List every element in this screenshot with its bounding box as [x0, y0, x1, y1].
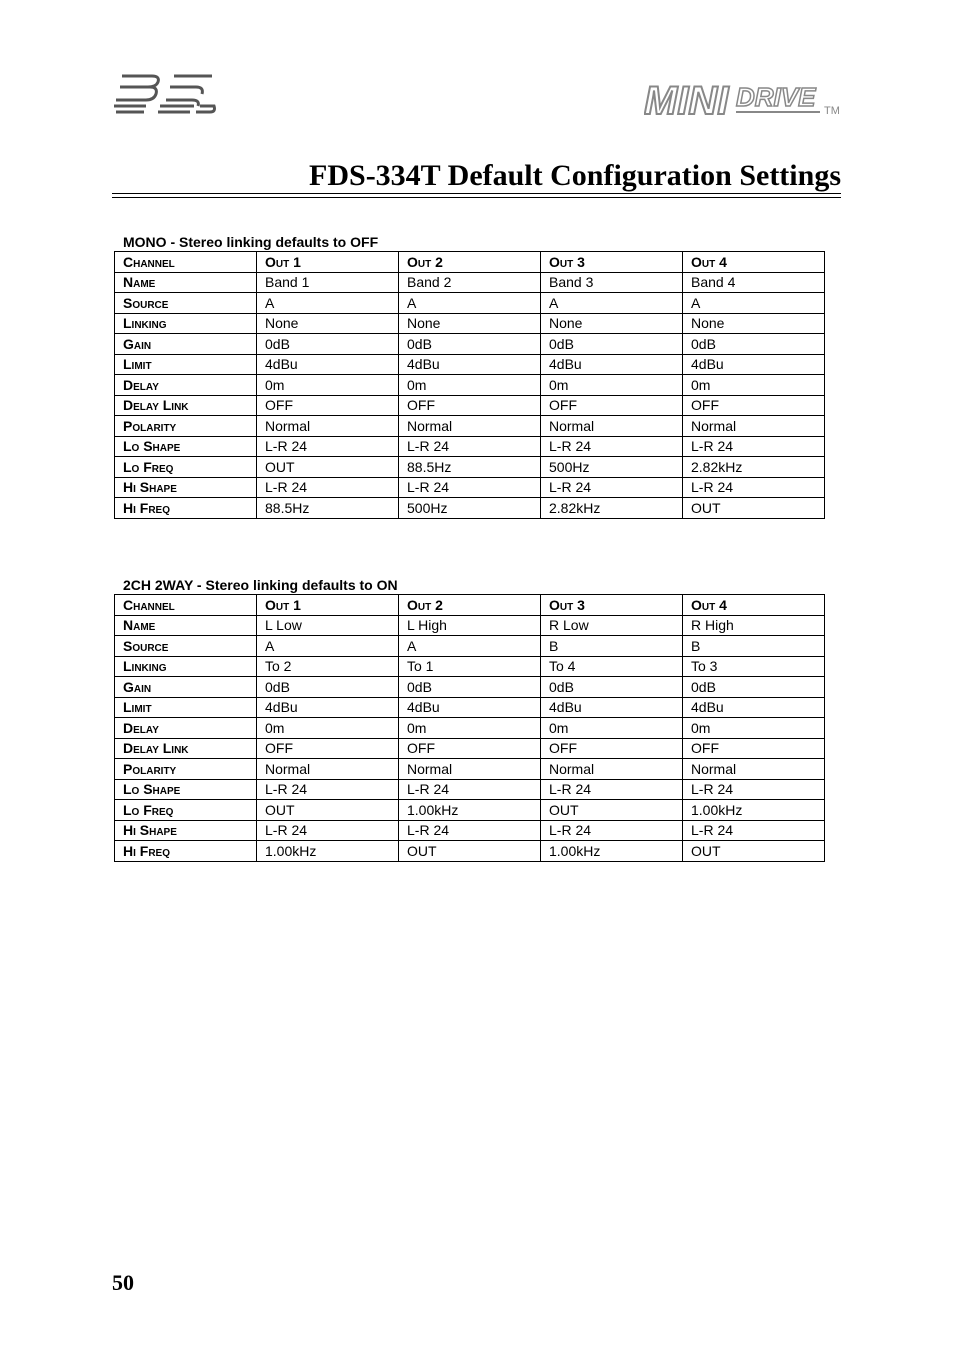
- row-label: Polarity: [115, 759, 257, 780]
- table-row: [115, 395, 825, 416]
- table-cell: Band 2: [399, 272, 541, 293]
- table-cell: Band 1: [257, 272, 399, 293]
- table-cell: 0m: [541, 718, 683, 739]
- minidrive-logo: [644, 76, 844, 120]
- row-label: Name: [115, 272, 257, 293]
- row-label: Limit: [115, 697, 257, 718]
- table-cell: 0m: [257, 718, 399, 739]
- table-cell: B: [541, 636, 683, 657]
- row-label: Lo Freq: [115, 457, 257, 478]
- table-cell: 4dBu: [399, 697, 541, 718]
- table-cell: L-R 24: [683, 436, 825, 457]
- table-row: [115, 293, 825, 314]
- row-label: Source: [115, 636, 257, 657]
- table-cell: To 1: [399, 656, 541, 677]
- table-row: [115, 313, 825, 334]
- table-cell: Normal: [257, 416, 399, 437]
- row-label: Limit: [115, 354, 257, 375]
- table-row: [115, 436, 825, 457]
- table-row: [115, 656, 825, 677]
- table-cell: None: [683, 313, 825, 334]
- table-cell: 4dBu: [541, 697, 683, 718]
- table-header-row: [115, 252, 825, 273]
- table-cell: OFF: [399, 738, 541, 759]
- table-cell: A: [257, 293, 399, 314]
- table-cell: None: [541, 313, 683, 334]
- column-header: Out 3: [541, 252, 683, 273]
- table-cell: 0dB: [257, 677, 399, 698]
- table-row: [115, 498, 825, 519]
- row-label: Linking: [115, 656, 257, 677]
- table-cell: L-R 24: [399, 820, 541, 841]
- table-cell: OFF: [541, 395, 683, 416]
- column-header: Out 3: [541, 595, 683, 616]
- table-row: [115, 615, 825, 636]
- table-cell: 1.00kHz: [683, 800, 825, 821]
- table-cell: L-R 24: [399, 436, 541, 457]
- table-cell: 0m: [541, 375, 683, 396]
- table-cell: None: [399, 313, 541, 334]
- table-cell: 0m: [399, 375, 541, 396]
- column-header: Channel: [115, 595, 257, 616]
- table-cell: L-R 24: [257, 477, 399, 498]
- table-cell: To 3: [683, 656, 825, 677]
- table-row: [115, 416, 825, 437]
- table-cell: Normal: [683, 759, 825, 780]
- table-cell: OUT: [399, 841, 541, 862]
- table-row: [115, 759, 825, 780]
- column-header: Channel: [115, 252, 257, 273]
- table-cell: L-R 24: [257, 436, 399, 457]
- table-cell: L-R 24: [683, 820, 825, 841]
- table-cell: L-R 24: [541, 436, 683, 457]
- table-cell: 4dBu: [257, 697, 399, 718]
- table-cell: L Low: [257, 615, 399, 636]
- row-label: Lo Freq: [115, 800, 257, 821]
- title-rule-bottom: [112, 197, 841, 198]
- table-cell: 0dB: [399, 677, 541, 698]
- table-cell: Band 3: [541, 272, 683, 293]
- table-cell: L-R 24: [399, 779, 541, 800]
- mono-config-table: [114, 251, 825, 519]
- column-header: Out 1: [257, 595, 399, 616]
- table-row: [115, 677, 825, 698]
- row-label: Delay: [115, 718, 257, 739]
- table-cell: 88.5Hz: [399, 457, 541, 478]
- table-row: [115, 697, 825, 718]
- table-cell: OUT: [683, 841, 825, 862]
- row-label: Delay: [115, 375, 257, 396]
- table-cell: L-R 24: [541, 820, 683, 841]
- table-cell: R High: [683, 615, 825, 636]
- row-label: Hi Shape: [115, 820, 257, 841]
- row-label: Linking: [115, 313, 257, 334]
- table-cell: OUT: [541, 800, 683, 821]
- table-cell: OUT: [257, 457, 399, 478]
- table-cell: 2.82kHz: [541, 498, 683, 519]
- table-cell: OFF: [257, 738, 399, 759]
- row-label: Name: [115, 615, 257, 636]
- row-label: Source: [115, 293, 257, 314]
- table-cell: Normal: [683, 416, 825, 437]
- bss-logo: [112, 68, 216, 116]
- table-cell: 0dB: [541, 677, 683, 698]
- table-cell: 0dB: [541, 334, 683, 355]
- table-cell: 4dBu: [257, 354, 399, 375]
- page-number: 50: [112, 1270, 134, 1295]
- row-label: Polarity: [115, 416, 257, 437]
- table-cell: 0m: [683, 718, 825, 739]
- table-cell: OFF: [399, 395, 541, 416]
- table-cell: 4dBu: [683, 697, 825, 718]
- table-cell: L-R 24: [257, 779, 399, 800]
- table-row: [115, 841, 825, 862]
- table-cell: L-R 24: [683, 779, 825, 800]
- table-cell: 0dB: [399, 334, 541, 355]
- row-label: Delay Link: [115, 395, 257, 416]
- table-cell: Normal: [399, 759, 541, 780]
- table-cell: OUT: [683, 498, 825, 519]
- table-cell: L-R 24: [541, 477, 683, 498]
- table-cell: 0m: [683, 375, 825, 396]
- table-row: [115, 272, 825, 293]
- table-header-row: [115, 595, 825, 616]
- table-row: [115, 738, 825, 759]
- mono-table-caption: MONO - Stereo linking defaults to OFF: [123, 234, 379, 250]
- table-row: [115, 375, 825, 396]
- table-row: [115, 800, 825, 821]
- table-cell: A: [541, 293, 683, 314]
- table-cell: OUT: [257, 800, 399, 821]
- table-cell: 500Hz: [541, 457, 683, 478]
- logo-mini-text: MINI: [644, 79, 729, 120]
- table-cell: 1.00kHz: [541, 841, 683, 862]
- table-cell: 1.00kHz: [399, 800, 541, 821]
- table-cell: To 2: [257, 656, 399, 677]
- page-title: FDS-334T Default Configuration Settings: [309, 159, 841, 192]
- table-cell: 4dBu: [399, 354, 541, 375]
- table-cell: Normal: [541, 416, 683, 437]
- table-cell: 4dBu: [541, 354, 683, 375]
- table-cell: L High: [399, 615, 541, 636]
- table-cell: A: [257, 636, 399, 657]
- table-row: [115, 457, 825, 478]
- table-cell: 0dB: [683, 334, 825, 355]
- logo-tm-text: TM: [824, 105, 840, 117]
- table-cell: 0m: [399, 718, 541, 739]
- table-cell: 2.82kHz: [683, 457, 825, 478]
- stereo-table-caption: 2CH 2WAY - Stereo linking defaults to ON: [123, 577, 398, 593]
- row-label: Gain: [115, 334, 257, 355]
- row-label: Gain: [115, 677, 257, 698]
- logo-drive-text: DRIVE: [736, 82, 816, 112]
- table-row: [115, 779, 825, 800]
- table-row: [115, 477, 825, 498]
- table-cell: Normal: [399, 416, 541, 437]
- table-cell: OFF: [683, 738, 825, 759]
- table-cell: OFF: [541, 738, 683, 759]
- table-cell: OFF: [683, 395, 825, 416]
- title-rule-top: [112, 193, 841, 194]
- column-header: Out 2: [399, 252, 541, 273]
- column-header: Out 4: [683, 252, 825, 273]
- column-header: Out 1: [257, 252, 399, 273]
- table-cell: OFF: [257, 395, 399, 416]
- table-cell: 88.5Hz: [257, 498, 399, 519]
- table-cell: L-R 24: [257, 820, 399, 841]
- table-row: [115, 354, 825, 375]
- table-cell: R Low: [541, 615, 683, 636]
- row-label: Hi Freq: [115, 841, 257, 862]
- table-cell: L-R 24: [541, 779, 683, 800]
- table-cell: To 4: [541, 656, 683, 677]
- table-cell: Normal: [257, 759, 399, 780]
- column-header: Out 2: [399, 595, 541, 616]
- table-cell: L-R 24: [683, 477, 825, 498]
- table-cell: 4dBu: [683, 354, 825, 375]
- table-cell: B: [683, 636, 825, 657]
- table-cell: Band 4: [683, 272, 825, 293]
- table-cell: Normal: [541, 759, 683, 780]
- table-row: [115, 636, 825, 657]
- table-cell: L-R 24: [399, 477, 541, 498]
- row-label: Lo Shape: [115, 436, 257, 457]
- row-label: Hi Freq: [115, 498, 257, 519]
- table-cell: 0dB: [683, 677, 825, 698]
- table-cell: A: [399, 636, 541, 657]
- table-row: [115, 820, 825, 841]
- table-cell: 0m: [257, 375, 399, 396]
- column-header: Out 4: [683, 595, 825, 616]
- row-label: Lo Shape: [115, 779, 257, 800]
- table-cell: A: [683, 293, 825, 314]
- table-row: [115, 718, 825, 739]
- row-label: Delay Link: [115, 738, 257, 759]
- row-label: Hi Shape: [115, 477, 257, 498]
- stereo-config-table: [114, 594, 825, 862]
- table-row: [115, 334, 825, 355]
- table-cell: 0dB: [257, 334, 399, 355]
- table-cell: 1.00kHz: [257, 841, 399, 862]
- table-cell: A: [399, 293, 541, 314]
- table-cell: 500Hz: [399, 498, 541, 519]
- table-cell: None: [257, 313, 399, 334]
